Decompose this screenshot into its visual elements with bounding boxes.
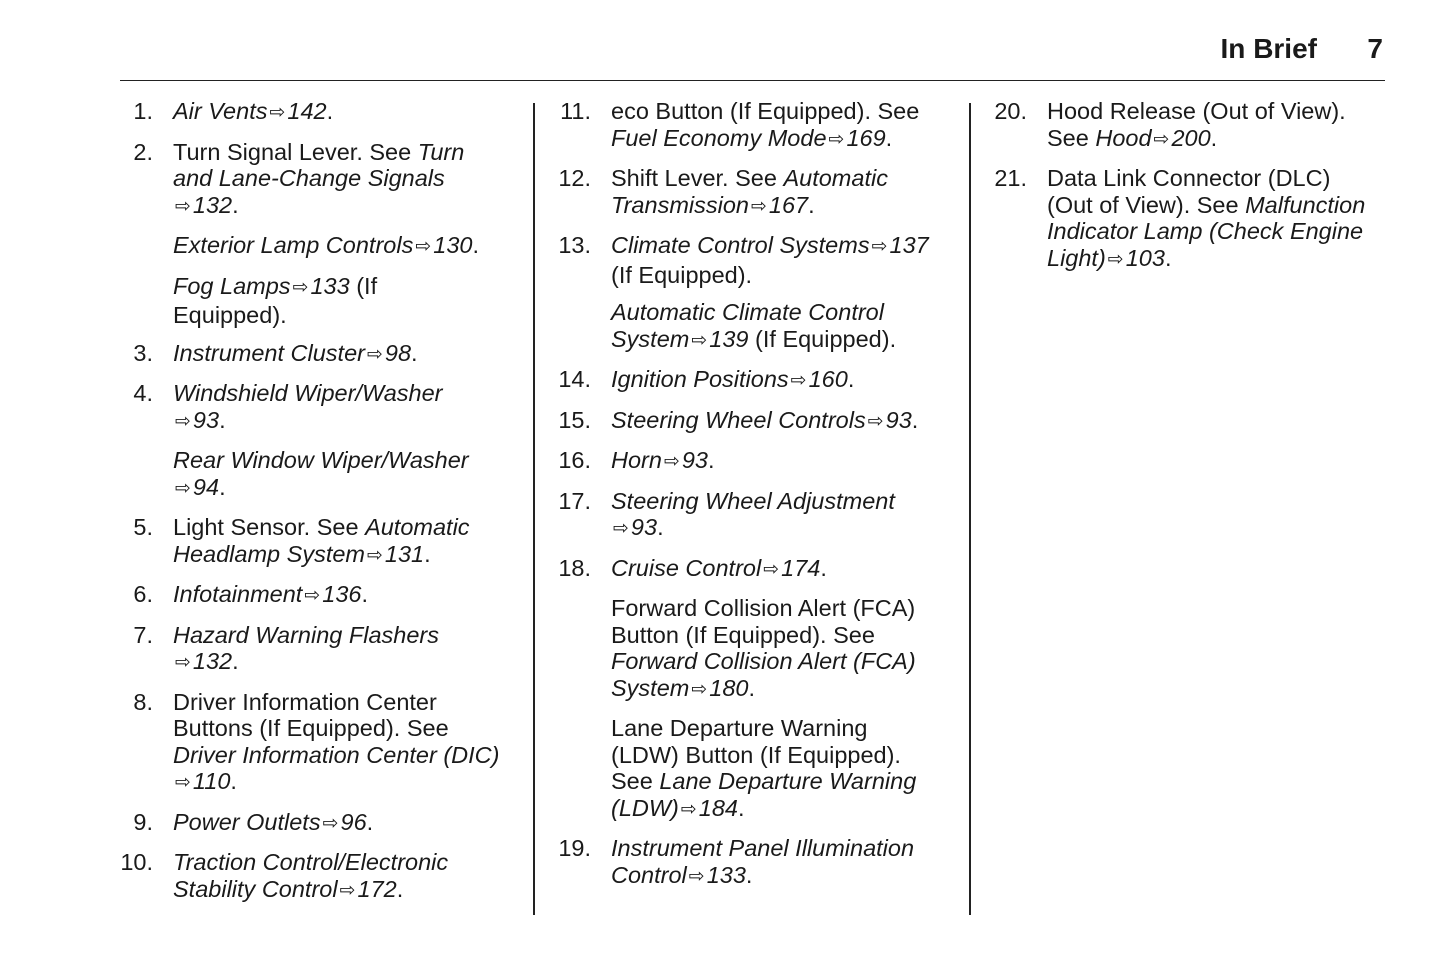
ref-title[interactable]: Instrument Panel Illumination	[611, 835, 915, 861]
page-reference-arrow-icon: ⇨	[828, 128, 845, 150]
page-reference-arrow-icon: ⇨	[269, 102, 286, 123]
ref-page[interactable]: 133	[310, 272, 350, 299]
ref-page[interactable]: 167	[768, 191, 809, 218]
list-item: 13. Climate Control Systems ⇨137 (If Equipped).	[558, 232, 929, 288]
ref-page[interactable]: 133	[706, 861, 746, 888]
ref-title[interactable]: Fog Lamps	[173, 272, 291, 299]
ref-title[interactable]: Driver Information Center (DIC)	[173, 741, 500, 768]
column-3	[984, 98, 1394, 285]
ref-title[interactable]: Steering Wheel Adjustment	[611, 487, 895, 514]
list-item: 15. Steering Wheel Controls ⇨93.	[558, 406, 919, 433]
list-item-continued: Fog Lamps ⇨133 (If Equipped).	[173, 272, 378, 328]
list-item: 10. Traction Control/Electronic Stability Control ⇨172.	[120, 849, 449, 902]
list-item: 19. Instrument Panel Illumination Control ⇨133.	[558, 835, 915, 888]
ref-title[interactable]: Instrument Cluster	[173, 339, 365, 366]
ref-title[interactable]: Light)	[1047, 244, 1106, 271]
ref-page[interactable]: 93	[630, 514, 658, 540]
page-reference-arrow-icon: ⇨	[1107, 248, 1124, 270]
ref-page[interactable]: 131	[384, 540, 425, 567]
ref-title[interactable]: Lane Departure Warning	[659, 768, 917, 794]
ref-title[interactable]: Automatic Climate Control	[611, 299, 884, 325]
ref-title[interactable]: Hazard Warning Flashers	[173, 621, 440, 648]
page-reference-arrow-icon: ⇨	[1153, 128, 1170, 150]
ref-title[interactable]: System	[611, 325, 690, 352]
ref-page[interactable]: 93	[885, 406, 912, 433]
ref-title[interactable]: Air Vents	[173, 98, 268, 124]
ref-title[interactable]: Power Outlets	[173, 808, 321, 835]
list-item: 12. Shift Lever. See Automatic Transmission ⇨167.	[558, 165, 888, 218]
list-item: 17. Steering Wheel Adjustment ⇨93.	[558, 487, 895, 540]
list-item: 14. Ignition Positions ⇨160.	[558, 366, 855, 392]
ref-title[interactable]: Traction Control/Electronic	[173, 849, 449, 875]
page-reference-arrow-icon: ⇨	[175, 410, 191, 432]
ref-title[interactable]: Ignition Positions	[611, 366, 789, 392]
page-reference-arrow-icon: ⇨	[688, 865, 705, 887]
ref-title[interactable]: Malfunction	[1245, 191, 1366, 218]
list-item: 21. Data Link Connector (DLC) (Out of View). See Malfunction Indicator Lamp (Check Engine Light) ⇨103.	[994, 165, 1366, 271]
ref-title[interactable]: Exterior Lamp Controls	[173, 232, 414, 258]
column-1	[110, 98, 525, 916]
ref-page[interactable]: 103	[1125, 244, 1165, 271]
ref-page[interactable]: 136	[322, 581, 362, 607]
ref-page[interactable]: 172	[357, 875, 397, 902]
list-item: 6. Infotainment ⇨136.	[133, 581, 369, 607]
page-reference-arrow-icon: ⇨	[763, 558, 780, 580]
page-reference-arrow-icon: ⇨	[750, 195, 767, 217]
list-item: 7. Hazard Warning Flashers ⇨132.	[133, 621, 440, 674]
ref-title[interactable]: Headlamp System	[173, 540, 365, 567]
page-reference-arrow-icon: ⇨	[415, 236, 432, 257]
ref-title[interactable]: Horn	[611, 447, 662, 473]
ref-title[interactable]: Turn	[417, 138, 465, 165]
ref-page[interactable]: 98	[384, 339, 412, 366]
ref-title[interactable]: Climate Control Systems	[611, 232, 870, 258]
ref-page[interactable]: 110	[192, 768, 231, 794]
page-header	[120, 0, 1385, 81]
ref-title[interactable]: Transmission	[611, 191, 749, 218]
page-reference-arrow-icon: ⇨	[680, 798, 697, 820]
list-item-continued: Rear Window Wiper/Washer ⇨94.	[173, 447, 469, 500]
list-item-continued: Forward Collision Alert (FCA) Button (If Equipped). See Forward Collision Alert (FCA) System ⇨180.	[611, 595, 916, 701]
ref-page[interactable]: 160	[808, 366, 848, 392]
ref-title[interactable]: Automatic	[365, 514, 470, 540]
page-reference-arrow-icon: ⇨	[691, 329, 708, 351]
ref-title[interactable]: Fuel Economy Mode	[611, 124, 827, 151]
list-item: 2. Turn Signal Lever. See Turn and Lane-Change Signals ⇨132.	[133, 138, 465, 218]
list-item: 18. Cruise Control ⇨174.	[558, 554, 827, 581]
page-reference-arrow-icon: ⇨	[367, 544, 383, 566]
ref-title[interactable]: Forward Collision Alert (FCA)	[611, 648, 916, 674]
ref-page[interactable]: 132	[192, 648, 233, 674]
page-reference-arrow-icon: ⇨	[366, 343, 383, 365]
page-reference-arrow-icon: ⇨	[175, 195, 191, 217]
ref-page[interactable]: 174	[781, 554, 821, 581]
column-2	[548, 98, 958, 902]
ref-page[interactable]: 93	[192, 406, 220, 433]
page-reference-arrow-icon: ⇨	[175, 652, 191, 673]
ref-page[interactable]: 132	[192, 191, 233, 218]
ref-title[interactable]: Windshield Wiper/Washer	[173, 380, 443, 406]
page-reference-arrow-icon: ⇨	[175, 772, 191, 793]
page-reference-arrow-icon: ⇨	[175, 477, 191, 499]
ref-title[interactable]: Stability Control	[173, 875, 338, 902]
ref-page[interactable]: 169	[846, 124, 886, 151]
ref-title[interactable]: Automatic	[783, 165, 888, 191]
list-item-continued: Exterior Lamp Controls ⇨130.	[173, 232, 479, 258]
page-reference-arrow-icon: ⇨	[871, 236, 888, 257]
list-item: 1. Air Vents ⇨142.	[133, 98, 334, 124]
ref-title[interactable]: and Lane-Change Signals	[173, 165, 445, 191]
list-item: 9. Power Outlets ⇨96.	[133, 808, 374, 835]
page-reference-arrow-icon: ⇨	[304, 585, 321, 606]
column-divider	[969, 103, 971, 915]
list-item: 3. Instrument Cluster ⇨98.	[133, 339, 418, 366]
ref-title[interactable]: Indicator Lamp (Check Engine	[1047, 218, 1364, 244]
list-item: 16. Horn ⇨93.	[558, 447, 715, 473]
page-reference-arrow-icon: ⇨	[663, 451, 680, 472]
ref-title[interactable]: Rear Window Wiper/Washer	[173, 447, 469, 473]
ref-title[interactable]: Infotainment	[173, 581, 303, 607]
ref-title[interactable]: Cruise Control	[611, 554, 762, 581]
list-item: 5. Light Sensor. See Automatic Headlamp System ⇨131.	[133, 514, 470, 567]
list-item: 11. eco Button (If Equipped). See Fuel Economy Mode ⇨169.	[560, 98, 920, 151]
list-item-continued: Lane Departure Warning (LDW) Button (If Equipped). See Lane Departure Warning (LDW) ⇨184.	[611, 715, 917, 821]
section-title: In Brief	[1220, 33, 1317, 64]
list-item: 20. Hood Release (Out of View). See Hood ⇨200.	[994, 98, 1346, 151]
ref-page[interactable]: 139	[709, 325, 749, 352]
page-reference-arrow-icon: ⇨	[790, 370, 807, 391]
ref-page[interactable]: 130	[433, 232, 473, 258]
ref-page[interactable]: 180	[709, 674, 749, 701]
ref-page[interactable]: 142	[287, 98, 327, 124]
list-item: 4. Windshield Wiper/Washer ⇨93.	[133, 380, 443, 433]
list-item-continued: Automatic Climate Control System ⇨139 (If Equipped).	[611, 299, 897, 352]
ref-page[interactable]: 94	[192, 473, 220, 500]
ref-title[interactable]: Control	[611, 861, 687, 888]
page-reference-arrow-icon: ⇨	[292, 276, 309, 298]
ref-page[interactable]: 96	[340, 808, 367, 835]
page-reference-arrow-icon: ⇨	[322, 812, 339, 834]
page-reference-arrow-icon: ⇨	[691, 678, 708, 700]
ref-title[interactable]: Hood	[1095, 124, 1152, 151]
page-reference-arrow-icon: ⇨	[613, 518, 629, 539]
ref-page[interactable]: 184	[698, 794, 739, 821]
ref-page[interactable]: 93	[681, 447, 708, 473]
list-item: 8. Driver Information Center Buttons (If Equipped). See Driver Information Center (DIC) ⇨110.	[133, 688, 500, 794]
ref-page[interactable]: 137	[889, 232, 929, 258]
ref-title[interactable]: System	[611, 674, 690, 701]
page-number: 7	[1367, 33, 1383, 64]
ref-page[interactable]: 200	[1171, 124, 1211, 151]
page-reference-arrow-icon: ⇨	[867, 410, 884, 432]
column-divider	[533, 103, 535, 915]
ref-title[interactable]: Steering Wheel Controls	[611, 406, 866, 433]
page-reference-arrow-icon: ⇨	[339, 879, 356, 901]
ref-title[interactable]: (LDW)	[611, 794, 679, 821]
